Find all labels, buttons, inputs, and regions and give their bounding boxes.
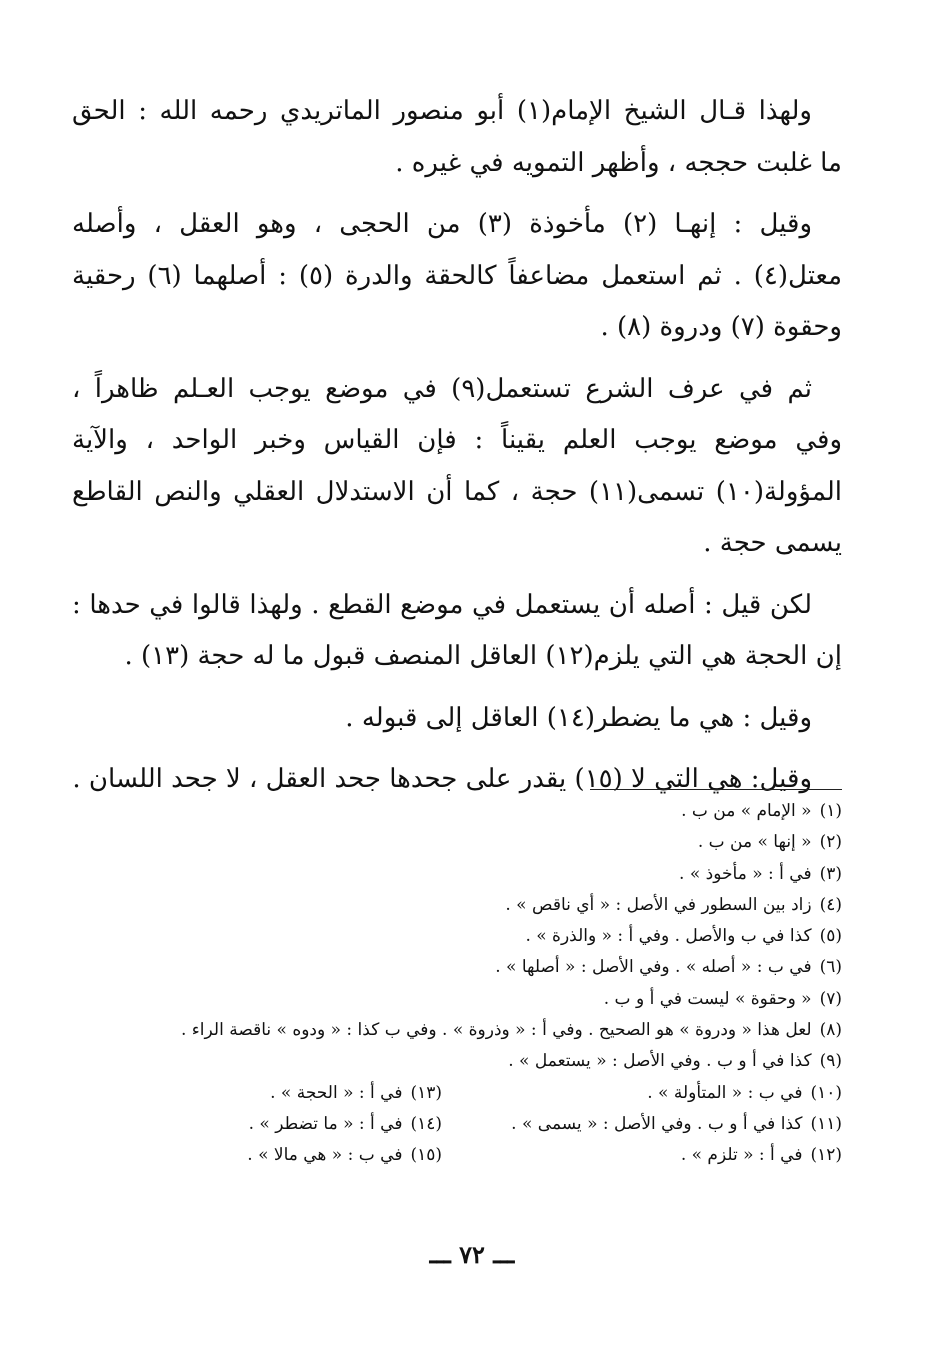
footnote-separator [590, 789, 842, 790]
footnote-number: (٩) [819, 1051, 842, 1072]
main-text [72, 86, 842, 816]
footnote-text: لعل هذا « ودروة » هو الصحيح . وفي أ : « وذروة » . وفي ب كذا : « ودوه » ناقصة الراء . [181, 1020, 812, 1041]
text-line: وقيل: هي التي لا (١٥) يقدر على جحدها جحد العقل ، لا جحد اللسان . [72, 764, 812, 794]
footnote-text: في أ : « تلزم » . [680, 1145, 803, 1166]
footnote-text: كذا في أ و ب . وفي الأصل : « يسمى » . [511, 1113, 803, 1134]
footnote-pair-row [72, 1109, 842, 1140]
footnote-number: (١٣) [410, 1082, 442, 1103]
footnote [72, 1046, 842, 1077]
footnote [202, 1078, 442, 1109]
paragraph-2 [72, 199, 842, 354]
footnote [442, 1109, 842, 1140]
footnote-number: (٦) [819, 957, 842, 978]
footnote-text: كذا في أ و ب . وفي الأصل : « يستعمل » . [508, 1051, 812, 1072]
text-line: المؤولة(١٠) تسمى(١١) حجة ، كما أن الاستدلال العقلي والنص القاطع [72, 476, 842, 507]
footnote-text: في أ : « الحجة » . [270, 1082, 403, 1103]
footnote-pair-row [72, 1078, 842, 1109]
text-line: وقيل : إنهـا (٢) مأخوذة (٣) من الحجى ، وهو العقل ، وأصله [72, 209, 813, 239]
text-line: ولهذا قـال الشيخ الإمام(١) أبو منصور الماتريدي رحمه الله : الحق [72, 96, 812, 126]
footnote-text: في ب : « المتأولة » . [647, 1082, 803, 1103]
footnote-text: في ب : « هي مالا » . [247, 1145, 403, 1166]
text-line: يسمى حجة . [703, 528, 842, 558]
text-line: ثم في عرف الشرع تستعمل(٩) في موضع يوجب العـلم ظاهراً ، [72, 373, 812, 404]
footnote [202, 1140, 442, 1171]
footnote-text: « وحقوة » ليست في أ و ب . [603, 988, 812, 1009]
paragraph-4 [72, 580, 842, 683]
footnote-number: (٣) [819, 863, 842, 884]
footnote-text: زاد بين السطور في الأصل : « أي ناقص » . [505, 894, 812, 915]
paragraph-5 [72, 693, 842, 745]
footnote-number: (١٥) [410, 1145, 442, 1166]
paragraph-3 [72, 364, 842, 570]
footnote [72, 827, 842, 858]
footnote-text: « إنها » من ب . [697, 832, 812, 853]
footnotes [72, 796, 842, 1172]
footnote-pair-row [72, 1140, 842, 1171]
footnote-number: (١٢) [810, 1145, 842, 1166]
footnote-number: (١٠) [810, 1082, 842, 1103]
footnote [72, 796, 842, 827]
footnote [442, 1140, 842, 1171]
text-line: وقيل : هي ما يضطر(١٤) العاقل إلى قبوله . [345, 702, 812, 733]
footnote [72, 1015, 842, 1046]
footnote-text: كذا في ب والأصل . وفي أ : « والذرة » . [525, 926, 812, 947]
text-line: وفي موضع يوجب العلم يقيناً : فإن القياس وخبر الواحد ، والآية [72, 425, 843, 455]
footnote [202, 1109, 442, 1140]
footnote-text: في أ : « ما تضطر » . [248, 1113, 403, 1134]
text-line: وحقوة (٧) ودروة (٨) . [600, 312, 842, 342]
page-number: ـــ ٧٢ ـــ [429, 1240, 515, 1269]
footnote [72, 890, 842, 921]
footnote-text: في أ : « مأخوذ » . [679, 863, 812, 884]
text-line: معتل(٤) . ثم استعمل مضاعفاً كالحقة والدرة (٥) : أصلهما (٦) رحقية [72, 260, 843, 291]
footnote-number: (٨) [819, 1020, 842, 1041]
footnote [72, 952, 842, 983]
footnote-text: في ب : « أصله » . وفي الأصل : « أصلها » . [495, 957, 812, 978]
footnote [72, 984, 842, 1015]
footnote [442, 1078, 842, 1109]
footnote [72, 859, 842, 890]
footnote-number: (٥) [819, 926, 842, 947]
paragraph-1 [72, 86, 842, 189]
footnote-number: (٧) [819, 988, 842, 1009]
footnote [72, 921, 842, 952]
text-line: لكن قيل : أصله أن يستعمل في موضع القطع . ولهذا قالوا في حدها : [72, 589, 812, 620]
text-line: ما غلبت حججه ، وأظهر التمويه في غيره . [395, 147, 842, 178]
footnote-number: (١٤) [410, 1113, 442, 1134]
footnote-number: (٢) [819, 832, 842, 853]
footnote-number: (٤) [819, 894, 842, 915]
footnote-text: « الإمام » من ب . [681, 801, 812, 821]
footnote-number: (١١) [810, 1113, 842, 1134]
text-line: إن الحجة هي التي يلزم(١٢) العاقل المنصف قبول ما له حجة (١٣) . [124, 641, 842, 671]
footnote-number: (١) [819, 801, 842, 821]
